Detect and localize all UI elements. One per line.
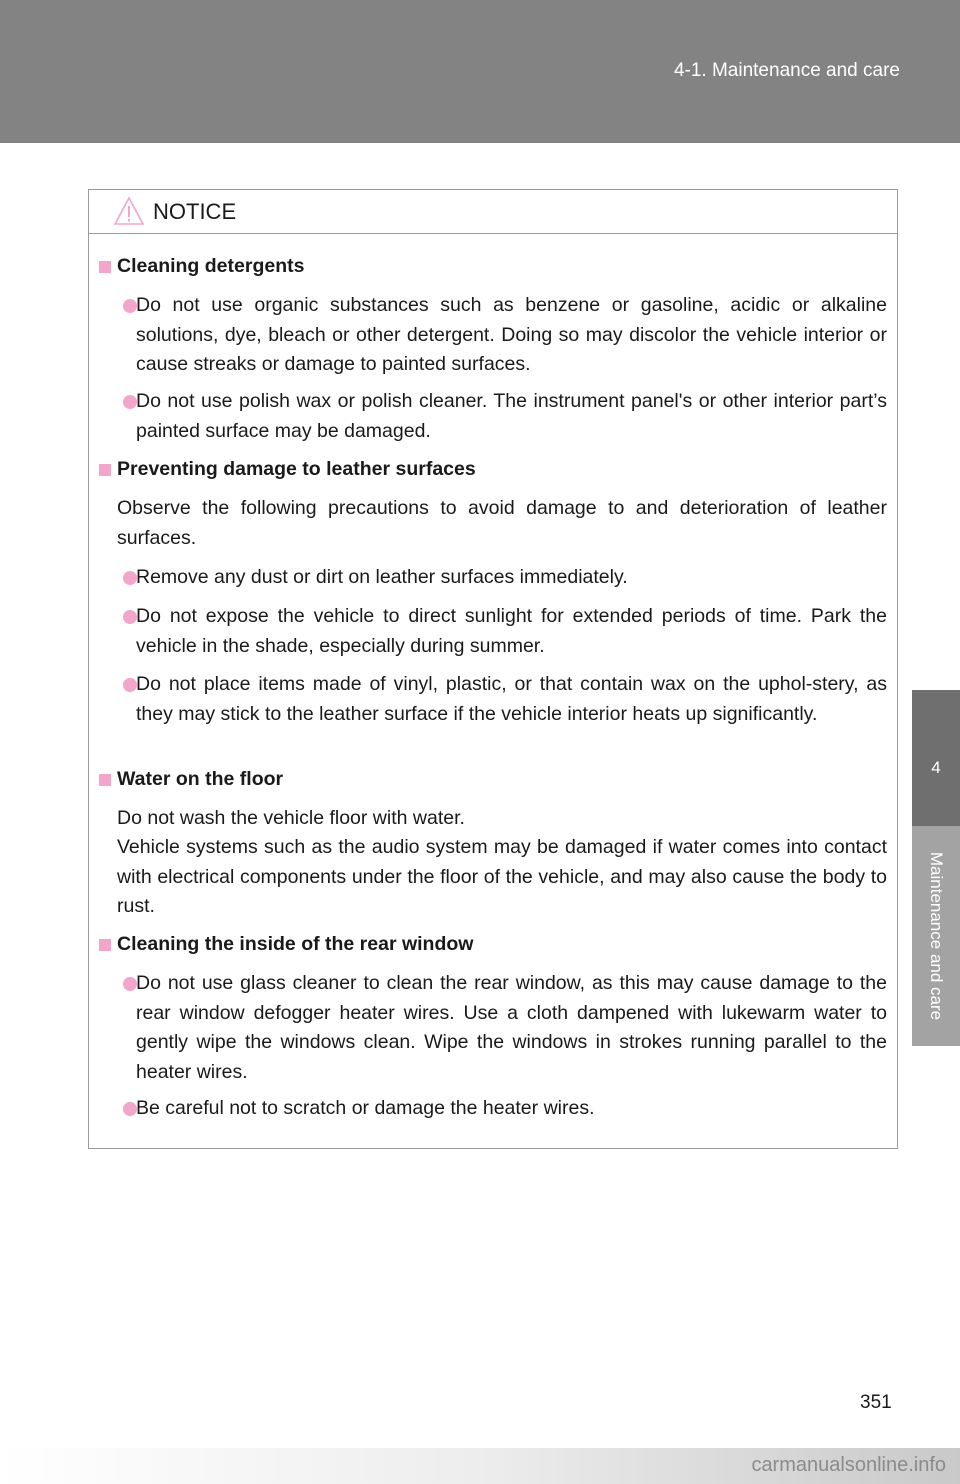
notice-label: NOTICE	[153, 199, 237, 224]
section-marker-icon	[99, 939, 111, 951]
bullet-icon	[123, 395, 137, 409]
section-marker-icon	[99, 261, 111, 273]
section-title: 4-1. Maintenance and care	[673, 60, 900, 81]
section-heading: Cleaning detergents	[117, 255, 305, 277]
bullet-text: Do not use glass cleaner to clean the rear window, as this may cause damage to the rear window defogger heater wires. Use a cloth dampened with lukewarm water to gently wipe the windows clean. Wipe the windows in strokes running parallel to the heater wires.	[136, 972, 887, 1083]
paragraph-text: Vehicle systems such as the audio system may be damaged if water comes into contact with electrical components under the floor of the vehicle, and may also cause the body to rust.	[117, 836, 887, 917]
bullet-text: Do not use organic substances such as benzene or gasoline, acidic or alkaline solutions, dye, bleach or other detergent. Doing so may discolor the vehicle interior or cause streaks or damage to painted surfaces.	[136, 294, 887, 375]
chapter-label: Maintenance and care	[927, 851, 946, 1021]
chapter-tab-label-area	[912, 826, 960, 1046]
page-header	[0, 0, 960, 143]
bullet-text: Be careful not to scratch or damage the heater wires.	[136, 1097, 595, 1119]
bullet-icon	[123, 678, 137, 692]
section-heading: Cleaning the inside of the rear window	[117, 933, 474, 955]
bullet-icon	[123, 977, 137, 991]
chapter-number: 4	[931, 758, 941, 777]
bullet-icon	[123, 1102, 137, 1116]
bullet-text: Do not expose the vehicle to direct sunlight for extended periods of time. Park the vehicle in the shade, especially during summer.	[136, 605, 887, 657]
bullet-text: Do not use polish wax or polish cleaner. The instrument panel's or other interior part’s painted surface may be damaged.	[136, 390, 887, 442]
section-marker-icon	[99, 464, 111, 476]
warning-triangle-icon	[113, 196, 145, 226]
chapter-tab	[912, 690, 960, 826]
paragraph-text: Observe the following precautions to avoid damage to and deterioration of leather surfaces.	[117, 497, 887, 549]
bullet-text: Remove any dust or dirt on leather surfaces immediately.	[136, 566, 628, 588]
notice-header	[89, 190, 897, 234]
bullet-icon	[123, 299, 137, 313]
section-marker-icon	[99, 774, 111, 786]
bullet-text: Do not place items made of vinyl, plastic, or that contain wax on the uphol-stery, as they may stick to the leather surface if the vehicle interior heats up significantly.	[136, 673, 887, 725]
page-number: 351	[860, 1392, 892, 1413]
bullet-icon	[123, 571, 137, 585]
notice-box	[88, 189, 898, 1149]
section-heading: Preventing damage to leather surfaces	[117, 458, 476, 480]
section-heading: Water on the floor	[117, 768, 284, 790]
paragraph-text: Do not wash the vehicle floor with water.	[117, 807, 465, 829]
bullet-icon	[123, 610, 137, 624]
watermark-bar	[0, 1448, 960, 1484]
watermark-text: carmanualsonline.info	[751, 1454, 946, 1476]
